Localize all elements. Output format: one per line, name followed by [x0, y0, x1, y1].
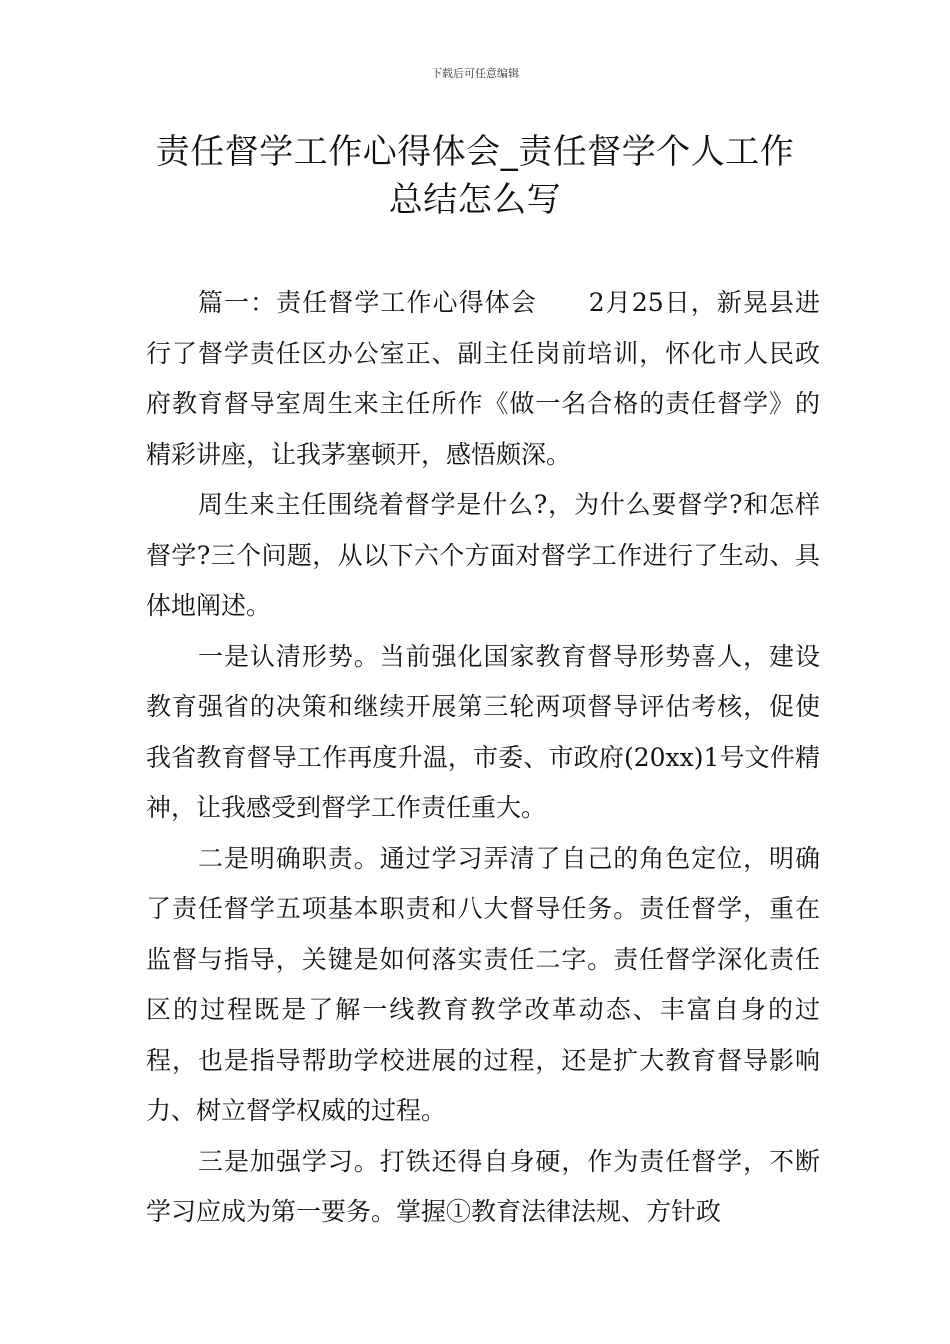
- title-line-1: 责任督学工作心得体会_责任督学个人工作: [155, 132, 795, 172]
- paragraph-5: 三是加强学习。打铁还得自身硬，作为责任督学，不断学习应成为第一要务。掌握①教育法律法规、方针政: [146, 1146, 820, 1226]
- paragraph-1-heading: 篇一：责任督学工作心得体会: [198, 288, 537, 317]
- document-title: [120, 128, 830, 224]
- paragraph-1-text: 2月25日，新晃县进行了督学责任区办公室正、副主任岗前培训，怀化市人民政府教育督导室周生来主任所作《做一名合格的责任督学》的精彩讲座，让我茅塞顿开，感悟颇深。: [146, 288, 820, 469]
- paragraph-2: 周生来主任围绕着督学是什么?，为什么要督学?和怎样督学?三个问题，从以下六个方面对督学工作进行了生动、具体地阐述。: [146, 490, 820, 620]
- paragraph-3: 一是认清形势。当前强化国家教育督导形势喜人，建设教育强省的决策和继续开展第三轮两项督导评估考核，促使我省教育督导工作再度升温，市委、市政府(20xx)1号文件精神，让我感受到督学工作责任重大。: [146, 641, 820, 822]
- title-line-2: 总结怎么写: [388, 180, 562, 220]
- paragraph-4: 二是明确职责。通过学习弄清了自己的角色定位，明确了责任督学五项基本职责和八大督导任务。责任督学，重在监督与指导，关键是如何落实责任二字。责任督学深化责任区的过程既是了解一线教育教学改革动态、丰富自身的过程，也是指导帮助学校进展的过程，还是扩大教育督导影响力、树立督学权威的过程。: [146, 843, 820, 1125]
- document-body: [146, 278, 820, 1238]
- header-note: 下载后可任意编辑: [431, 67, 519, 80]
- paragraph-1: [146, 278, 820, 480]
